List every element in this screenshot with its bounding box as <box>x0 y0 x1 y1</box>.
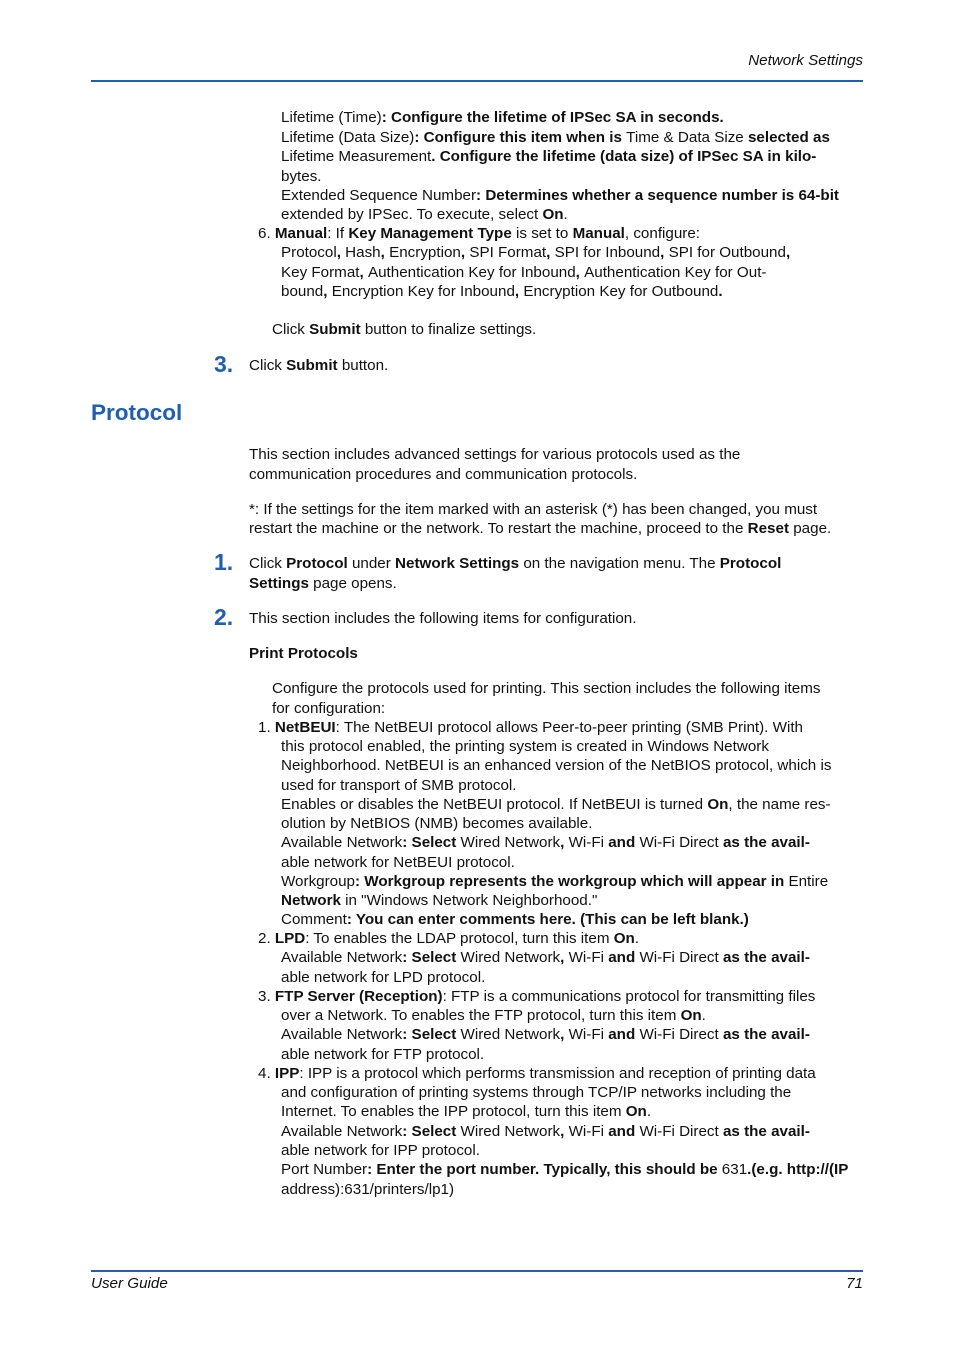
text-line <box>281 1160 848 1179</box>
bold-term: , <box>560 1123 569 1140</box>
text-run: address):631/printers/lp1) <box>281 1181 455 1198</box>
text-line <box>281 1180 454 1199</box>
text-run: Available Network <box>281 834 403 851</box>
step-number-3: 3. <box>214 351 234 377</box>
text-line <box>281 108 724 127</box>
bold-term: : Select <box>402 949 461 966</box>
text-run: this protocol enabled, the printing system is created in Windows Network <box>281 738 769 755</box>
text-run: able network for NetBEUI protocol. <box>281 854 515 871</box>
bold-term: : Configure this item when is <box>414 129 627 146</box>
text-run: Wi-Fi Direct <box>639 1026 719 1043</box>
text-run: This section includes the following items for configuration. <box>249 610 637 627</box>
text-run: . <box>563 206 568 223</box>
bold-term: , <box>575 264 585 281</box>
bold-term: and <box>604 834 640 851</box>
text-run: communication procedures and communication protocols. <box>249 466 638 483</box>
text-run: . <box>634 930 640 947</box>
bold-term: Network Settings <box>395 555 520 572</box>
text-run: Workgroup <box>281 873 356 890</box>
text-line <box>281 1122 810 1141</box>
text-run: , configure: <box>624 225 701 242</box>
text-run: SPI Format <box>469 244 547 261</box>
bold-term: Submit <box>309 321 361 338</box>
bold-term: , <box>785 244 791 261</box>
bold-term: , <box>336 244 346 261</box>
bold-term: On <box>680 1007 702 1024</box>
text-run: Authentication Key for Inbound <box>367 264 576 281</box>
text-line <box>281 1102 651 1121</box>
text-run: Internet. To enables the IPP protocol, turn this item <box>281 1103 626 1120</box>
text-run: Neighborhood. NetBEUI is an enhanced version of the NetBIOS protocol, which is <box>281 757 832 774</box>
text-run: 4. <box>258 1065 275 1082</box>
text-run: bound <box>281 283 324 300</box>
text-run: Click <box>249 555 287 572</box>
text-run: SPI for Inbound <box>554 244 661 261</box>
text-line <box>281 776 517 795</box>
text-run: Wi-Fi Direct <box>639 949 719 966</box>
text-line <box>281 1083 791 1102</box>
text-run: Lifetime Measurement <box>281 148 432 165</box>
bold-term: , <box>546 244 555 261</box>
text-line <box>258 929 639 948</box>
bold-term: , <box>514 283 524 300</box>
text-run: , the name res- <box>728 796 831 813</box>
text-line <box>281 968 485 987</box>
text-run: Enables or disables the NetBEUI protocol. If NetBEUI is turned <box>281 796 708 813</box>
text-run: Protocol <box>281 244 337 261</box>
text-run: 6. <box>258 225 275 242</box>
text-run: Configure the protocols used for printing. This section includes the following items <box>272 680 821 697</box>
text-line <box>281 282 723 301</box>
bold-term: , <box>323 283 332 300</box>
text-run: . <box>701 1007 706 1024</box>
text-run: Click <box>272 321 310 338</box>
bold-term: : Select <box>402 1123 461 1140</box>
text-run: page opens. <box>308 575 397 592</box>
text-run: Entire <box>788 873 829 890</box>
bold-term: , <box>560 834 569 851</box>
bold-term: Protocol <box>286 555 348 572</box>
text-run: for configuration: <box>272 700 386 717</box>
text-line <box>281 128 830 147</box>
text-run: able network for IPP protocol. <box>281 1142 480 1159</box>
text-run: : FTP is a communications protocol for transmitting files <box>442 988 816 1005</box>
bold-term: as the avail- <box>718 1123 810 1140</box>
text-run: Comment <box>281 911 347 928</box>
text-line <box>281 872 828 891</box>
text-line <box>249 445 740 464</box>
text-run: Available Network <box>281 1123 403 1140</box>
text-line <box>281 167 322 186</box>
bold-term: : Determines whether a sequence number is 64-bit <box>476 187 839 204</box>
text-run: Encryption <box>389 244 461 261</box>
bold-term: and <box>604 1123 640 1140</box>
bold-term: Network <box>281 892 341 909</box>
text-run: able network for LPD protocol. <box>281 969 486 986</box>
text-run: Encryption Key for Inbound <box>331 283 515 300</box>
text-run: Time & Data Size <box>626 129 744 146</box>
text-run: Wi-Fi Direct <box>639 834 719 851</box>
text-line <box>281 263 766 282</box>
bold-term: NetBEUI <box>274 719 336 736</box>
text-run: : IPP is a protocol which performs transmission and reception of printing data <box>299 1065 816 1082</box>
text-line <box>249 644 358 663</box>
text-line <box>281 853 515 872</box>
text-line <box>281 1045 484 1064</box>
bold-term: .(e.g. http://(IP <box>747 1161 849 1178</box>
bold-term: . Configure the lifetime (data size) of IPSec SA in kilo- <box>431 148 817 165</box>
bold-term: , <box>359 264 368 281</box>
page-number: 71 <box>846 1275 863 1292</box>
bold-term: : Select <box>402 834 461 851</box>
text-line <box>249 465 637 484</box>
text-line <box>258 1064 816 1083</box>
bold-term: On <box>707 796 729 813</box>
footer-rule <box>91 1270 863 1272</box>
text-line <box>281 1141 480 1160</box>
text-run: under <box>347 555 396 572</box>
text-run: restart the machine or the network. To restart the machine, proceed to the <box>249 520 748 537</box>
bold-term: On <box>625 1103 647 1120</box>
text-run: Wi-Fi <box>568 1026 604 1043</box>
text-run: Click <box>249 357 287 374</box>
bold-term: Reset <box>747 520 790 537</box>
step-number-2: 2. <box>214 604 234 630</box>
text-line <box>281 243 790 262</box>
text-run: : The NetBEUI protocol allows Peer-to-peer printing (SMB Print). With <box>335 719 803 736</box>
text-line <box>258 718 803 737</box>
bold-term: , <box>460 244 470 261</box>
text-run: extended by IPSec. To execute, select <box>281 206 543 223</box>
text-run: Encryption Key for Outbound <box>523 283 719 300</box>
text-run: Available Network <box>281 949 403 966</box>
text-line <box>281 756 831 775</box>
bold-term: Settings <box>249 575 309 592</box>
text-line <box>281 910 749 929</box>
text-run: olution by NetBIOS (NMB) becomes available. <box>281 815 593 832</box>
bold-term: : Select <box>402 1026 461 1043</box>
bold-term: : Enter the port number. Typically, this should be <box>367 1161 722 1178</box>
text-run: on the navigation menu. The <box>519 555 720 572</box>
bold-term: as the avail- <box>718 1026 810 1043</box>
text-line <box>258 224 700 243</box>
text-run: . <box>646 1103 652 1120</box>
text-run: 3. <box>258 988 275 1005</box>
bold-term: . <box>718 283 723 300</box>
text-line <box>281 147 816 166</box>
text-run: *: If the settings for the item marked with an asterisk (*) has been changed, you must <box>249 501 818 518</box>
bold-term: , <box>560 1026 569 1043</box>
text-line <box>281 948 810 967</box>
text-line <box>249 519 831 538</box>
text-line <box>281 737 769 756</box>
text-line <box>258 987 815 1006</box>
text-line <box>272 320 536 339</box>
text-run: Wired Network <box>460 1026 561 1043</box>
bold-term: LPD <box>274 930 306 947</box>
text-run: : If <box>327 225 349 242</box>
bold-term: : Configure the lifetime of IPSec SA in seconds. <box>381 109 724 126</box>
bold-term: Protocol <box>719 555 782 572</box>
text-line <box>272 679 820 698</box>
bold-term: Submit <box>286 357 338 374</box>
text-run: Wired Network <box>460 949 561 966</box>
text-line <box>281 891 597 910</box>
text-run: Extended Sequence Number <box>281 187 477 204</box>
text-run: Port Number <box>281 1161 368 1178</box>
text-line <box>281 1025 810 1044</box>
text-run: used for transport of SMB protocol. <box>281 777 517 794</box>
bold-term: On <box>542 206 564 223</box>
header-rule <box>91 80 863 82</box>
text-run: Wi-Fi <box>568 949 604 966</box>
text-run: in "Windows Network Neighborhood." <box>340 892 598 909</box>
text-line <box>249 574 397 593</box>
text-line <box>249 554 781 573</box>
text-line <box>281 205 568 224</box>
text-run: Wi-Fi <box>568 1123 604 1140</box>
text-line <box>281 1006 706 1025</box>
footer-guide: User Guide <box>91 1275 168 1292</box>
text-run: able network for FTP protocol. <box>281 1046 485 1063</box>
text-run: Lifetime (Time) <box>281 109 382 126</box>
text-run: Lifetime (Data Size) <box>281 129 415 146</box>
bold-term: FTP Server (Reception) <box>274 988 443 1005</box>
text-run: : To enables the LDAP protocol, turn this item <box>305 930 614 947</box>
bold-term: Manual <box>572 225 625 242</box>
bold-term: as the avail- <box>718 834 810 851</box>
bold-term: Manual <box>274 225 328 242</box>
bold-term: , <box>560 949 569 966</box>
text-run: over a Network. To enables the FTP protocol, turn this item <box>281 1007 681 1024</box>
bold-term: , <box>380 244 390 261</box>
text-run: 631 <box>721 1161 748 1178</box>
text-line <box>281 186 839 205</box>
text-run: Wired Network <box>460 1123 561 1140</box>
bold-term: , <box>660 244 669 261</box>
text-run: button. <box>337 357 389 374</box>
text-run: Available Network <box>281 1026 403 1043</box>
bold-term: Print Protocols <box>249 645 358 662</box>
text-run: Authentication Key for Out- <box>584 264 767 281</box>
text-line <box>281 833 810 852</box>
section-title: Protocol <box>91 400 183 425</box>
text-line <box>281 795 831 814</box>
text-line <box>249 356 388 375</box>
bold-term: as the avail- <box>718 949 810 966</box>
bold-term: and <box>604 1026 640 1043</box>
bold-term: Key Management Type <box>348 225 512 242</box>
text-run: is set to <box>511 225 573 242</box>
text-line <box>272 699 385 718</box>
bold-term: selected as <box>743 129 830 146</box>
text-run: button to finalize settings. <box>360 321 537 338</box>
text-run: This section includes advanced settings for various protocols used as the <box>249 446 741 463</box>
text-run: Wi-Fi Direct <box>639 1123 719 1140</box>
bold-term: On <box>613 930 635 947</box>
text-line <box>281 814 592 833</box>
text-run: Wi-Fi <box>568 834 604 851</box>
text-run: Wired Network <box>460 834 561 851</box>
bold-term: IPP <box>274 1065 300 1082</box>
bold-term: : You can enter comments here. (This can be left blank.) <box>346 911 749 928</box>
text-run: and configuration of printing systems through TCP/IP networks including the <box>281 1084 792 1101</box>
text-run: SPI for Outbound <box>668 244 786 261</box>
bold-term: and <box>604 949 640 966</box>
step-number-1: 1. <box>214 549 234 575</box>
text-run: bytes. <box>281 168 322 185</box>
text-line <box>249 500 817 519</box>
running-header: Network Settings <box>748 52 863 69</box>
text-run: page. <box>789 520 832 537</box>
text-run: Key Format <box>281 264 360 281</box>
text-line <box>249 609 636 628</box>
text-run: Hash <box>345 244 381 261</box>
bold-term: : Workgroup represents the workgroup which will appear in <box>355 873 789 890</box>
text-run: 2. <box>258 930 275 947</box>
text-run: 1. <box>258 719 275 736</box>
